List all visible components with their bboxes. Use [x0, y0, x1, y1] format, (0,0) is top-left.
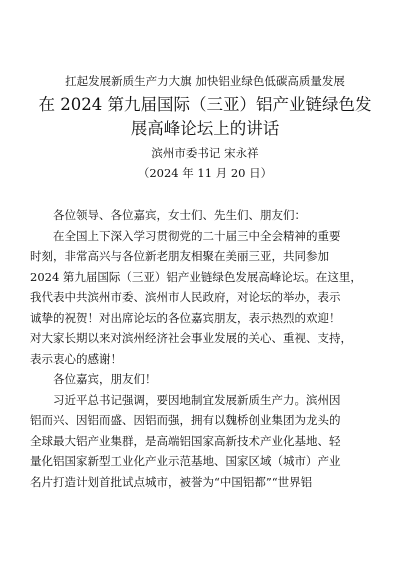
body-line: 量化铝国家新型工业化产业示范基地、国家区域（城市）产业 — [30, 454, 341, 468]
body-line: 时刻，非常高兴与各位新老朋友相聚在美丽三亚，共同参加 — [30, 249, 329, 263]
body-line: 表示衷心的感谢！ — [30, 351, 122, 366]
document-title — [30, 93, 380, 141]
body-line: 2024 第九届国际（三亚）铝产业链绿色发展高峰论坛。在这里， — [30, 269, 362, 284]
salutation-line: 各位领导、各位嘉宾，女士们、先生们、朋友们： — [53, 208, 306, 222]
speech-date: （2024 年 11 月 20 日） — [137, 166, 273, 180]
body-line: 名片打造计划首批试点城市，被誉为“中国铝都”“世界铝 — [30, 474, 313, 489]
speaker-byline: 滨州市委书记 宋永祥 — [151, 146, 259, 160]
title-line: 展高峰论坛上的讲话 — [130, 119, 280, 138]
document-body — [30, 205, 380, 492]
body-line: 对大家长期以来对滨州经济社会事业发展的关心、重视、支持， — [30, 331, 352, 345]
body-line: 铝而兴、因铝而盛、因铝而强，拥有以魏桥创业集团为龙头的 — [30, 413, 341, 427]
body-line: 在全国上下深入学习贯彻党的二十届三中全会精神的重要 — [53, 228, 341, 243]
title-line: 在 2024 第九届国际（三亚）铝产业链绿色发 — [38, 95, 372, 114]
body-line: 全球最大铝产业集群，是高端铝国家高新技术产业化基地、轻 — [30, 433, 341, 448]
body-line: 我代表中共滨州市委、滨州市人民政府，对论坛的举办，表示 — [30, 290, 341, 304]
salutation-line: 各位嘉宾，朋友们！ — [53, 372, 157, 386]
document-subtitle: 扛起发展新质生产力大旗 加快铝业绿色低碳高质量发展 — [65, 74, 345, 88]
body-line: 习近平总书记强调，要因地制宜发展新质生产力。滨州因 — [53, 392, 341, 407]
body-line: 诚挚的祝贺！对出席论坛的各位嘉宾朋友，表示热烈的欢迎！ — [30, 310, 341, 325]
